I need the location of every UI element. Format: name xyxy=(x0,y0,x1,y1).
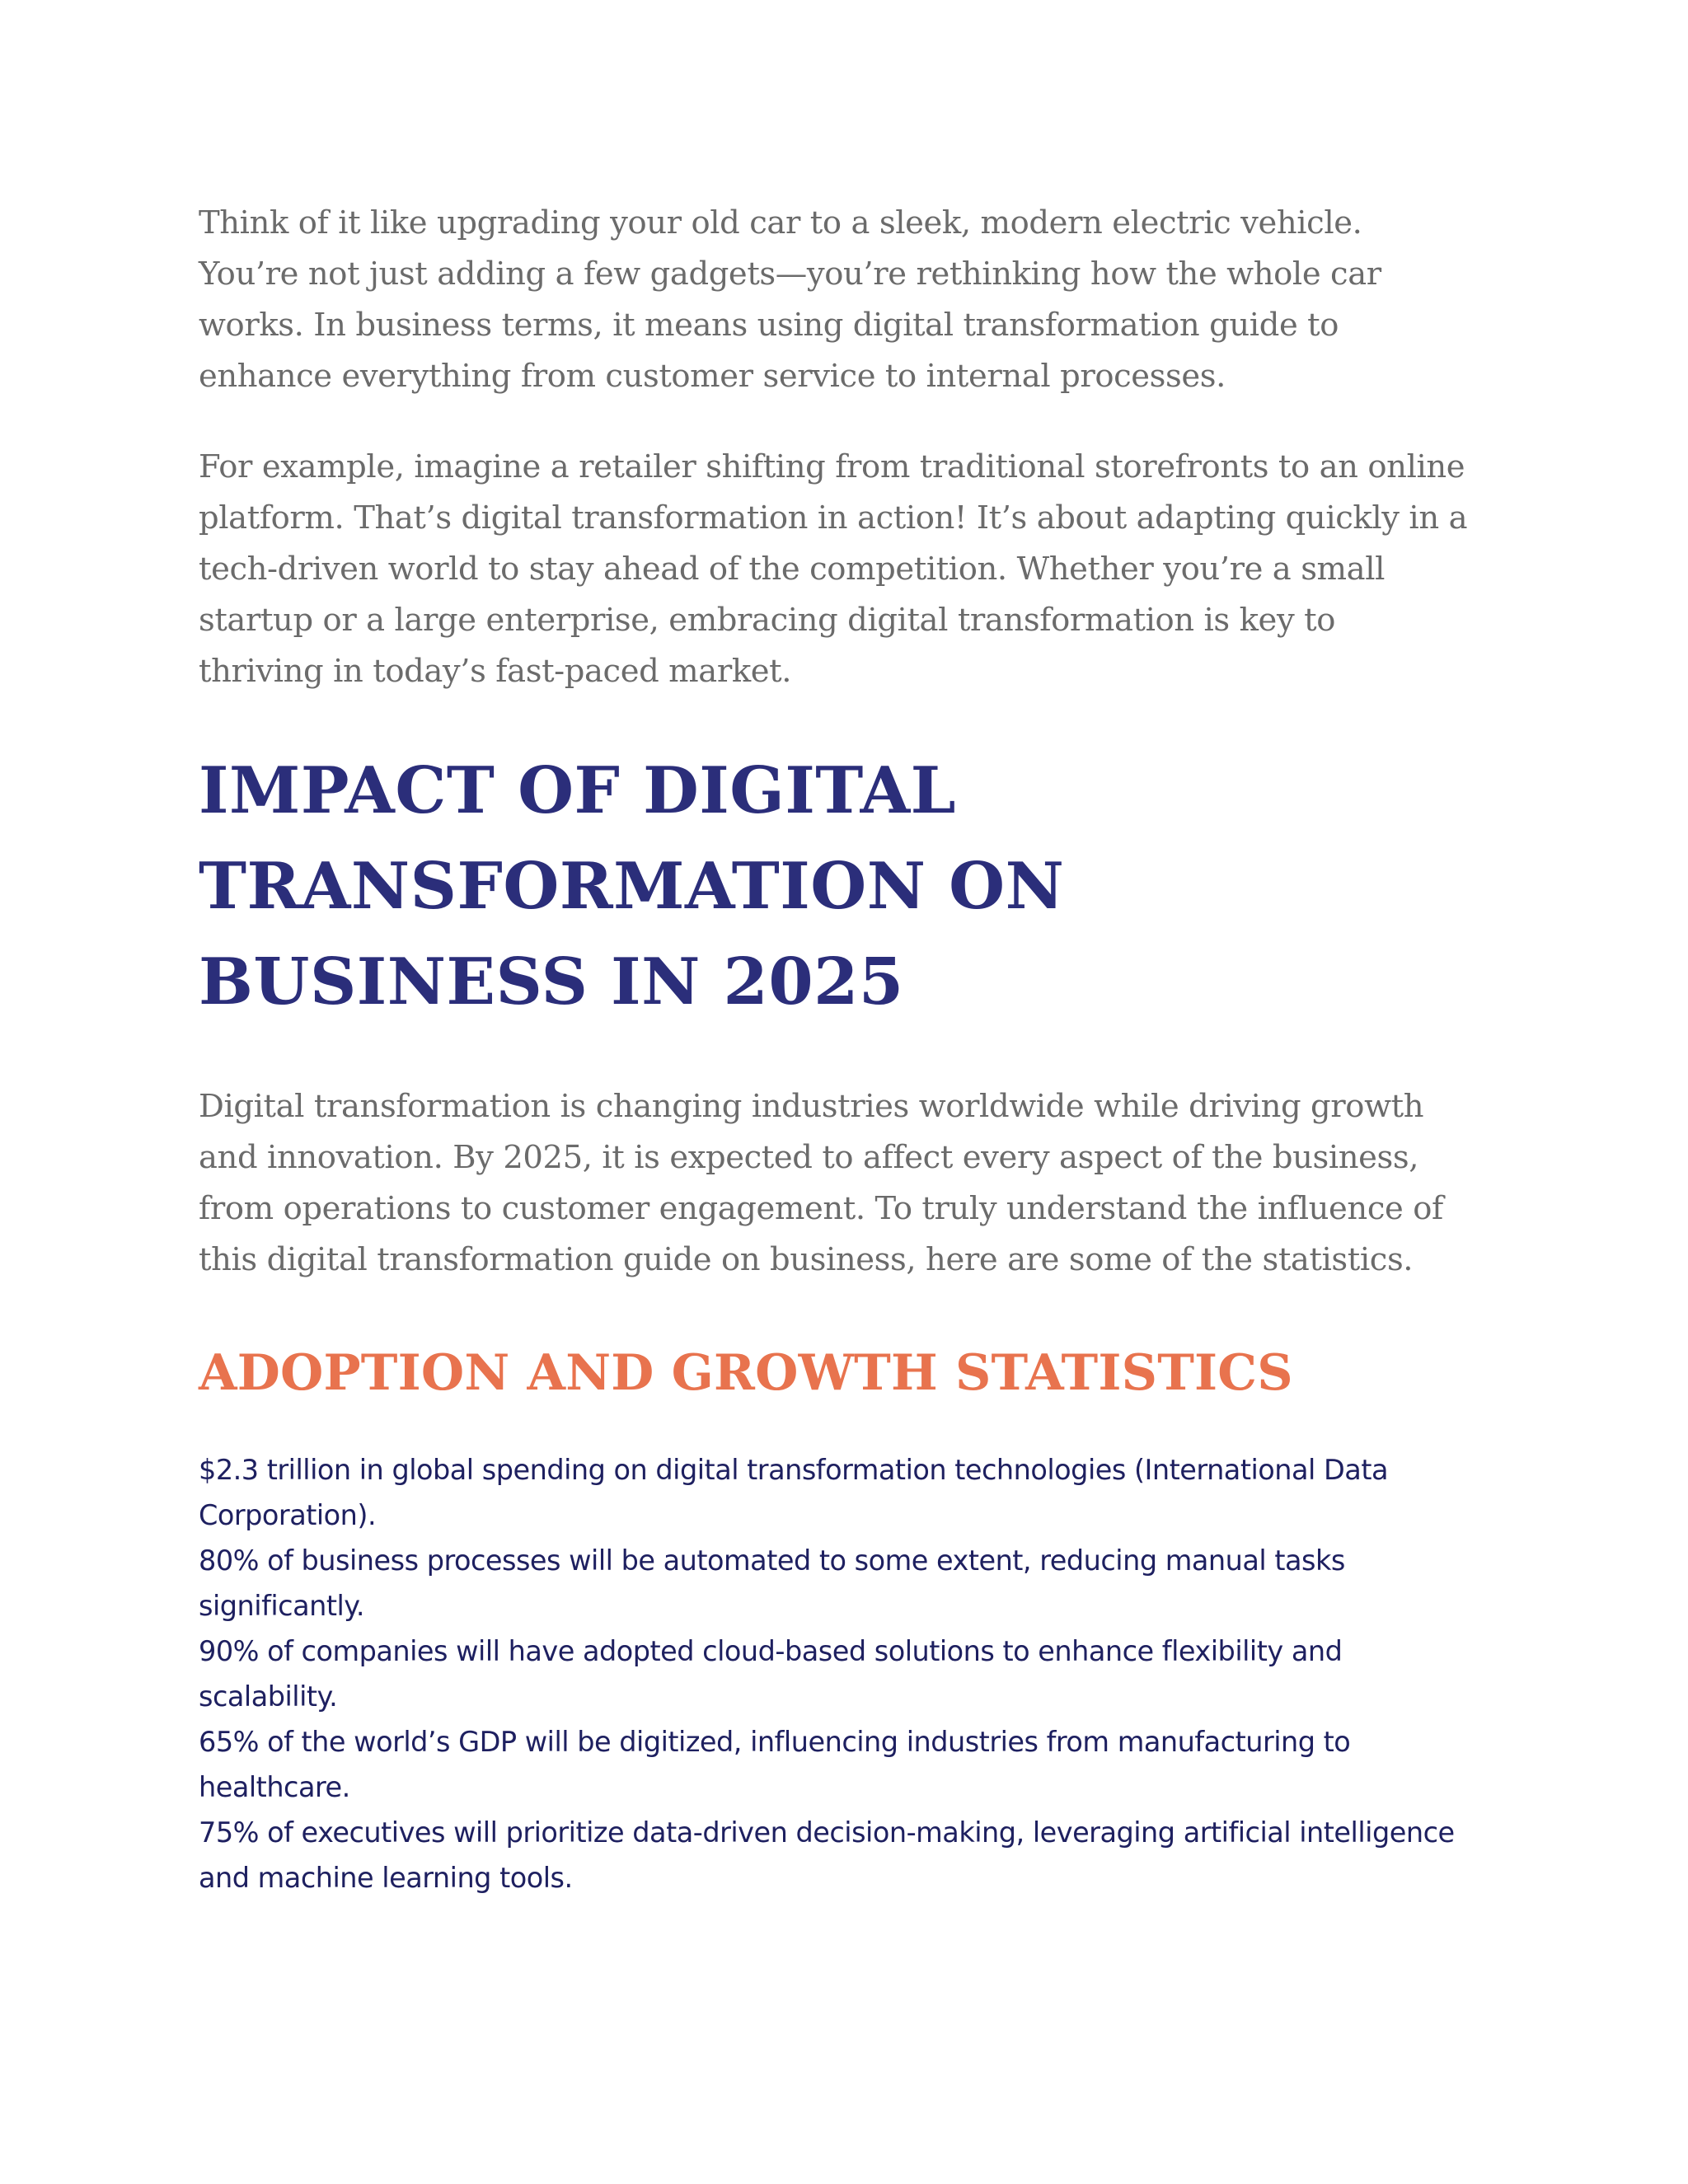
statistic-item: 65% of the world’s GDP will be digitized, influencing industries from manufacturing to healthcare. xyxy=(199,1726,1351,1803)
impact-heading: IMPACT OF DIGITAL TRANSFORMATION ON BUSINESS IN 2025 xyxy=(199,753,1065,1019)
statistic-item: $2.3 trillion in global spending on digital transformation technologies (International Data Corporation). xyxy=(199,1454,1388,1531)
intro-paragraph-1: Think of it like upgrading your old car to a sleek, modern electric vehicle. You’re not just adding a few gadgets—you’re rethinking how the whole car works. In business terms, it means using digital transformation guide to enhance everything from customer service to internal processes. xyxy=(199,204,1381,395)
statistic-item: 80% of business processes will be automated to some extent, reducing manual tasks significantly. xyxy=(199,1544,1345,1622)
statistic-item: 90% of companies will have adopted cloud-based solutions to enhance flexibility and scalability. xyxy=(199,1635,1343,1713)
intro-paragraph-2: For example, imagine a retailer shifting from traditional storefronts to an online platform. That’s digital transformation in action! It’s about adapting quickly in a tech-driven world to stay ahead of the competition. Whether you’re a small startup or a large enterprise, embracing digital transformation is key to thriving in today’s fast-paced market. xyxy=(199,448,1468,690)
impact-paragraph: Digital transformation is changing industries worldwide while driving growth and innovation. By 2025, it is expected to affect every aspect of the business, from operations to customer engagement. To truly understand the influence of this digital transformation guide on business, here are some of the statistics. xyxy=(199,1088,1443,1278)
statistic-item: 75% of executives will prioritize data-driven decision-making, leveraging artificial intelligence and machine learning tools. xyxy=(199,1816,1455,1894)
statistics-list xyxy=(199,1447,1468,1900)
document-page xyxy=(199,198,1468,1900)
adoption-heading: ADOPTION AND GROWTH STATISTICS xyxy=(199,1344,1293,1402)
